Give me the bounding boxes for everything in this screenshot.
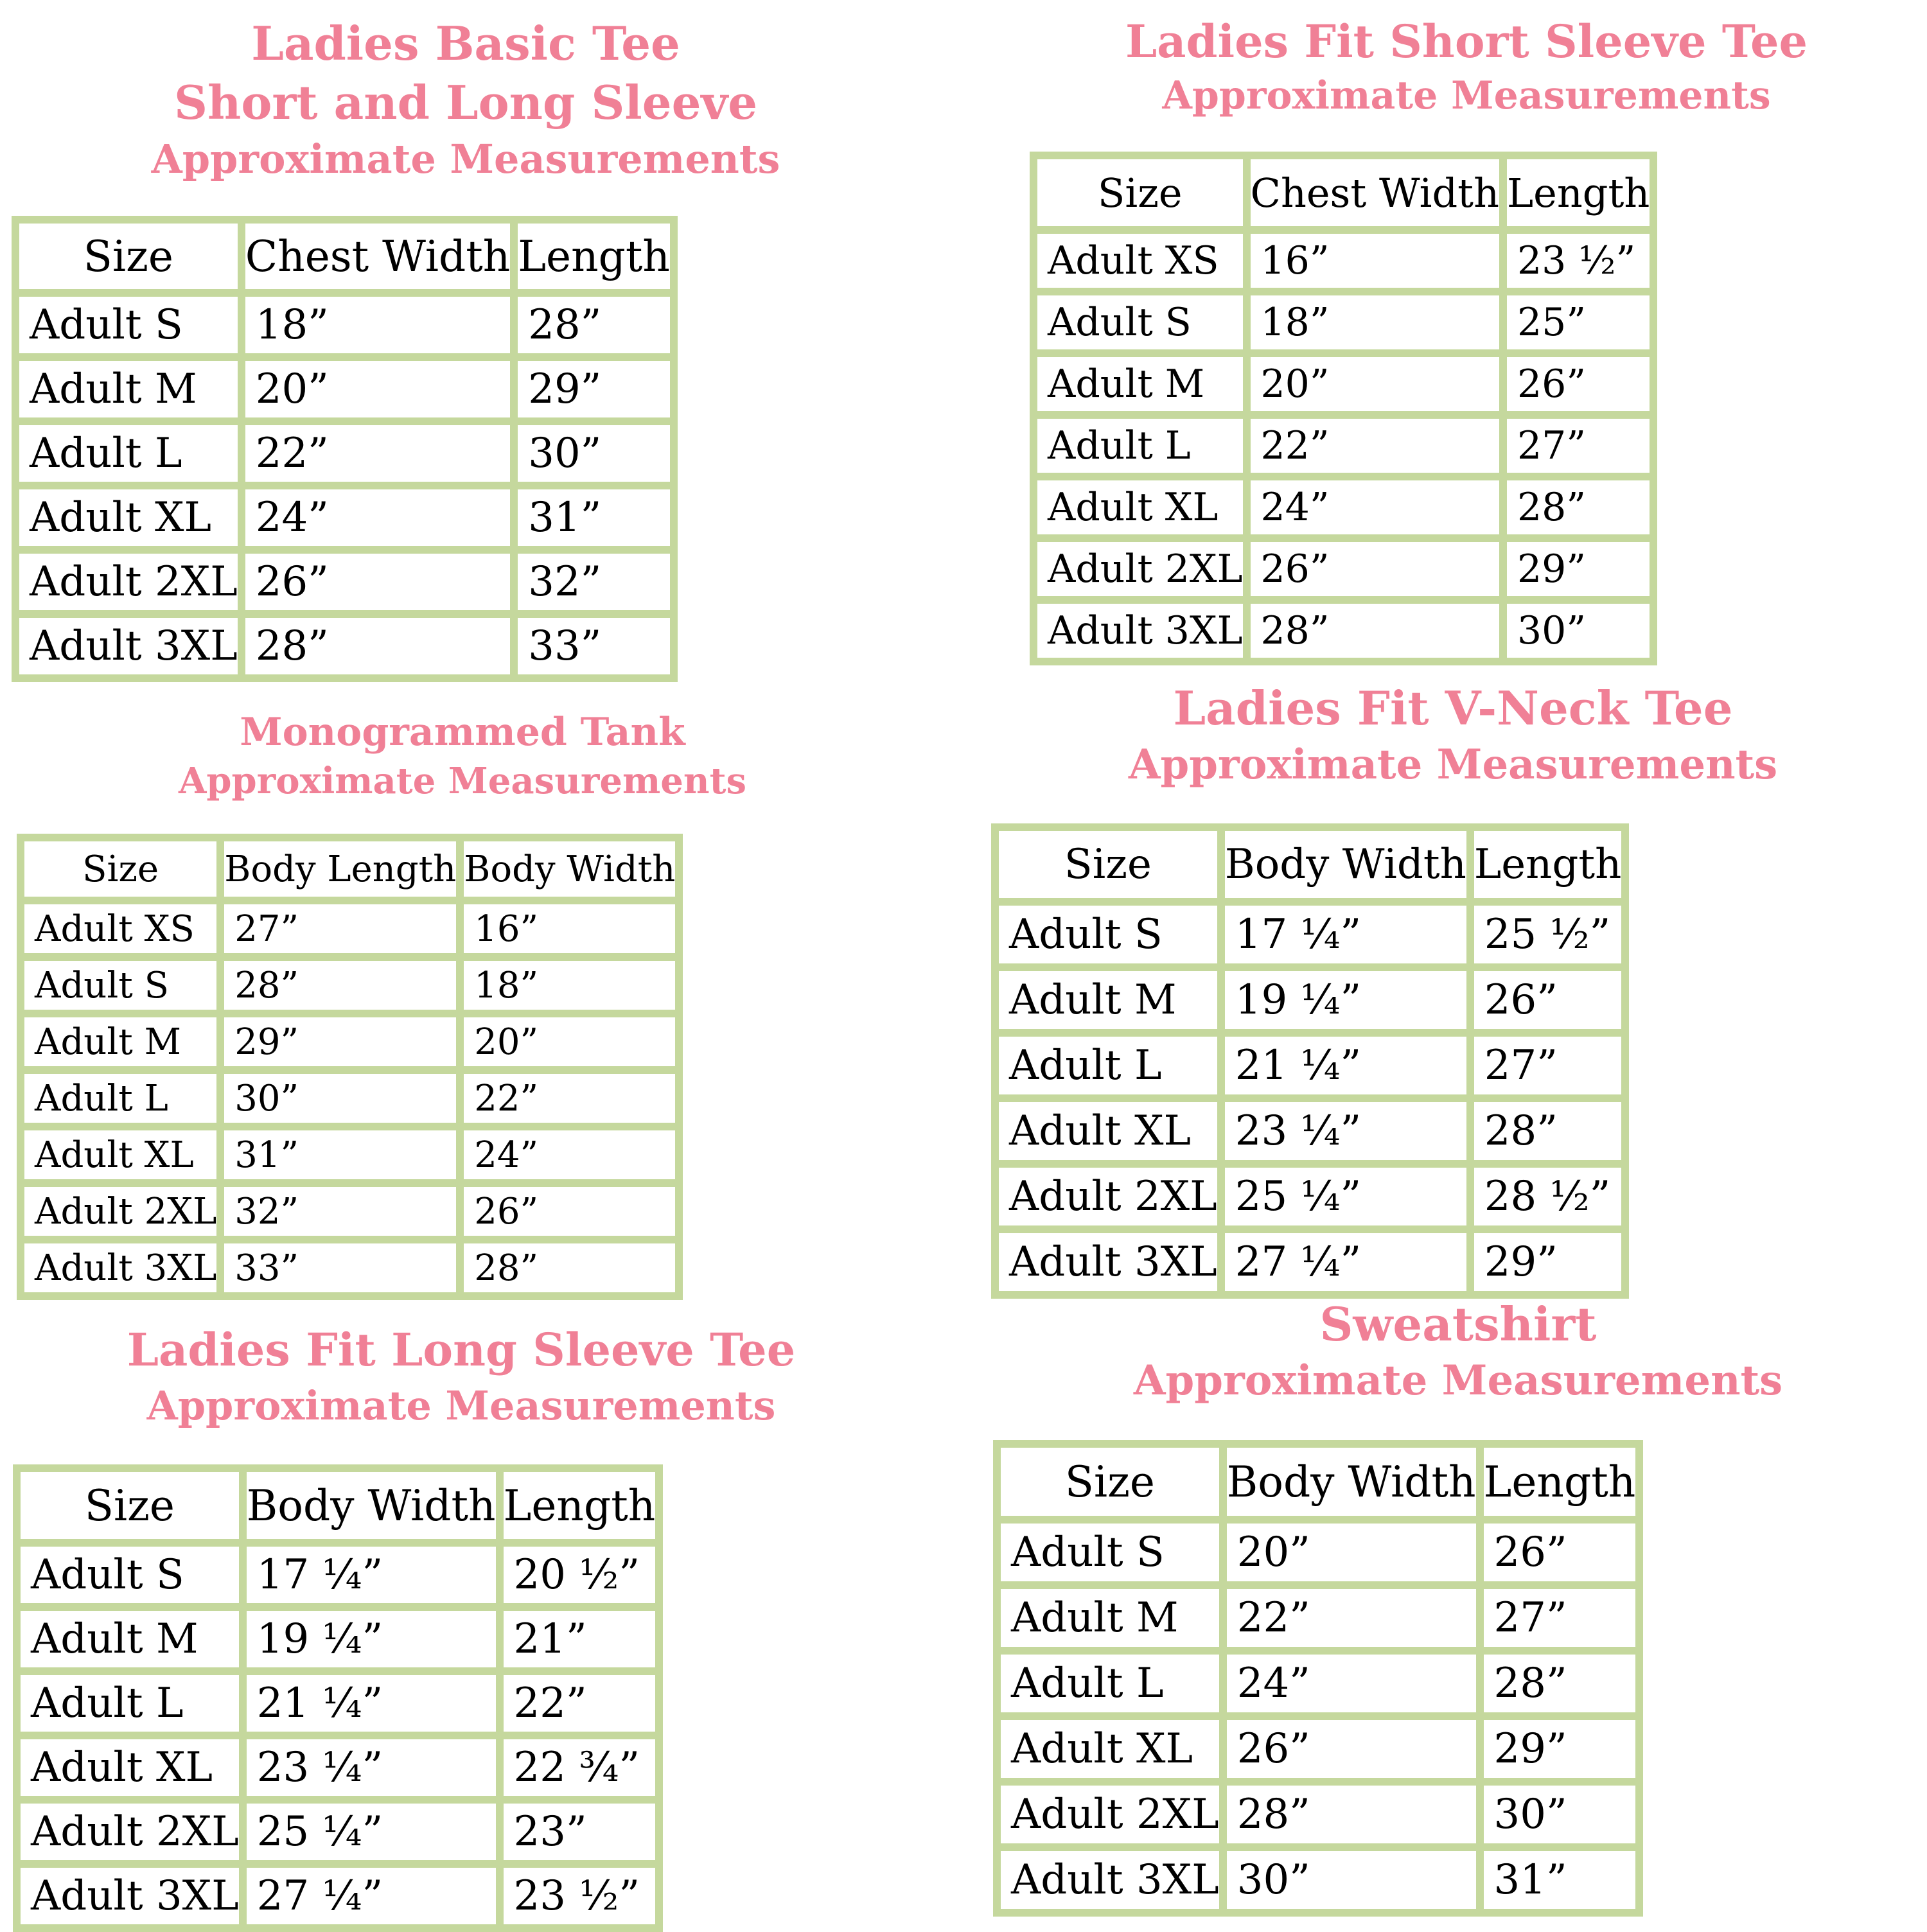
cell-size: Adult 2XL [21,1804,239,1860]
cell-col3: 18” [464,961,675,1010]
column-header-size: Size [24,841,216,897]
table-row [1037,357,1650,411]
cell-size: Adult L [19,425,238,482]
table-row [21,1868,655,1924]
cell-size: Adult 3XL [24,1243,216,1292]
cell-col3: 26” [1484,1524,1636,1581]
table-row [1037,295,1650,349]
cell-col2: 17 ¼” [1225,906,1466,963]
table-row [19,554,670,610]
cell-size: Adult 2XL [1037,542,1243,596]
cell-col3: 20” [464,1017,675,1066]
cell-col2: 25 ¼” [1225,1168,1466,1225]
cell-col3: 33” [518,618,670,674]
table-header-row [1001,1448,1635,1516]
cell-size: Adult XL [1037,480,1243,534]
cell-size: Adult 2XL [24,1187,216,1236]
cell-size: Adult S [21,1547,239,1603]
table-row [1037,234,1650,288]
cell-size: Adult L [24,1074,216,1123]
cell-col3: 27” [1484,1589,1636,1647]
subtitle-approximate-measurements: Approximate Measurements [146,1382,776,1429]
cell-col3: 25” [1507,295,1650,349]
table-row [24,1243,675,1292]
table-row [1001,1524,1635,1581]
table-header-row [24,841,675,897]
cell-col2: 18” [245,297,511,353]
subtitle-approximate-measurements: Approximate Measurements [1162,73,1771,118]
cell-col2: 28” [245,618,511,674]
table-row [1037,604,1650,658]
column-header-chest-width: Chest Width [245,224,511,289]
size-table [12,216,678,682]
cell-col2: 28” [1227,1786,1476,1843]
cell-col3: 30” [1484,1786,1636,1843]
cell-size: Adult XL [999,1102,1217,1160]
cell-col2: 29” [224,1017,456,1066]
table-row [999,1233,1621,1291]
cell-col3: 20 ½” [504,1547,656,1603]
table-header-row [21,1472,655,1539]
table-row [999,971,1621,1029]
table-row [24,1130,675,1179]
cell-col2: 21 ¼” [1225,1037,1466,1094]
cell-size: Adult S [1037,295,1243,349]
cell-col3: 28” [1484,1655,1636,1712]
size-table [13,1464,663,1932]
cell-col2: 28” [224,961,456,1010]
cell-size: Adult 3XL [1001,1851,1219,1909]
cell-col3: 23 ½” [1507,234,1650,288]
size-table [17,834,683,1300]
cell-col3: 26” [464,1187,675,1236]
column-header-size: Size [1037,159,1243,226]
table-row [999,906,1621,963]
table-row [19,489,670,546]
cell-col2: 33” [224,1243,456,1292]
table-row [1037,419,1650,473]
cell-col3: 23” [504,1804,656,1860]
table-row [1001,1589,1635,1647]
section-title: Sweatshirt [1319,1297,1597,1351]
table-row [21,1804,655,1860]
column-header-body-width: Body Width [1225,831,1466,898]
subtitle-approximate-measurements: Approximate Measurements [151,136,780,182]
cell-size: Adult M [999,971,1217,1029]
cell-col2: 22” [1251,419,1500,473]
cell-col2: 23 ¼” [247,1739,496,1796]
table-row [19,618,670,674]
cell-col3: 27” [1474,1037,1622,1094]
cell-col3: 26” [1474,971,1622,1029]
table-row [24,961,675,1010]
cell-size: Adult XL [24,1130,216,1179]
cell-col2: 24” [1227,1655,1476,1712]
table-row [999,1102,1621,1160]
table-row [1037,542,1650,596]
cell-col2: 20” [1227,1524,1476,1581]
cell-size: Adult L [999,1037,1217,1094]
cell-col2: 31” [224,1130,456,1179]
cell-col3: 28” [1507,480,1650,534]
column-header-chest-width: Chest Width [1251,159,1500,226]
table-row [19,425,670,482]
cell-col3: 27” [1507,419,1650,473]
cell-size: Adult 2XL [999,1168,1217,1225]
cell-size: Adult 3XL [1037,604,1243,658]
cell-size: Adult XL [21,1739,239,1796]
table-row [21,1547,655,1603]
cell-col3: 21” [504,1611,656,1667]
cell-col3: 30” [518,425,670,482]
cell-size: Adult S [19,297,238,353]
cell-col3: 28” [518,297,670,353]
section-heading [12,1322,911,1434]
column-header-length: Length [518,224,670,289]
cell-col3: 26” [1507,357,1650,411]
cell-col2: 18” [1251,295,1500,349]
cell-col3: 22 ¾” [504,1739,656,1796]
section-title: Monogrammed Tank [240,710,685,755]
cell-col3: 29” [518,361,670,417]
table-row [24,1187,675,1236]
size-table [993,1440,1643,1917]
cell-size: Adult S [24,961,216,1010]
cell-size: Adult XL [1001,1720,1219,1778]
table-row [21,1675,655,1732]
table-row [1001,1851,1635,1909]
cell-size: Adult 2XL [1001,1786,1219,1843]
cell-size: Adult L [21,1675,239,1732]
cell-size: Adult S [1001,1524,1219,1581]
table-row [999,1037,1621,1094]
table-row [1001,1720,1635,1778]
cell-col3: 29” [1507,542,1650,596]
cell-size: Adult M [24,1017,216,1066]
cell-col2: 27 ¼” [1225,1233,1466,1291]
table-row [21,1739,655,1796]
column-header-size: Size [999,831,1217,898]
cell-col3: 28” [464,1243,675,1292]
cell-col2: 26” [1251,542,1500,596]
cell-col2: 30” [224,1074,456,1123]
cell-col3: 32” [518,554,670,610]
section-heading [13,708,912,805]
table-row [1037,480,1650,534]
cell-col2: 21 ¼” [247,1675,496,1732]
cell-col3: 16” [464,904,675,953]
cell-col3: 29” [1484,1720,1636,1778]
section-title: Ladies Fit V-Neck Tee [1173,681,1733,735]
table-row [24,1017,675,1066]
column-header-body-width: Body Width [247,1472,496,1539]
cell-col3: 31” [1484,1851,1636,1909]
table-row [21,1611,655,1667]
cell-col2: 20” [245,361,511,417]
cell-col2: 30” [1227,1851,1476,1909]
table-row [1001,1786,1635,1843]
table-row [19,361,670,417]
subtitle-approximate-measurements: Approximate Measurements [178,760,747,802]
cell-size: Adult M [19,361,238,417]
cell-size: Adult 2XL [19,554,238,610]
cell-col3: 31” [518,489,670,546]
cell-size: Adult M [1001,1589,1219,1647]
cell-col2: 24” [1251,480,1500,534]
column-header-length: Length [1484,1448,1636,1516]
cell-size: Adult 3XL [21,1868,239,1924]
cell-col2: 27” [224,904,456,953]
cell-col2: 26” [1227,1720,1476,1778]
cell-size: Adult XS [1037,234,1243,288]
cell-col2: 19 ¼” [1225,971,1466,1029]
cell-col3: 25 ½” [1474,906,1622,963]
cell-size: Adult M [1037,357,1243,411]
table-row [19,297,670,353]
cell-col2: 26” [245,554,511,610]
cell-size: Adult XL [19,489,238,546]
cell-size: Adult 3XL [19,618,238,674]
cell-col3: 22” [504,1675,656,1732]
section-heading [1017,14,1916,122]
column-header-length: Length [504,1472,656,1539]
cell-col2: 27 ¼” [247,1868,496,1924]
cell-col3: 28” [1474,1102,1622,1160]
cell-col3: 30” [1507,604,1650,658]
column-header-body-width: Body Width [1227,1448,1476,1516]
cell-col2: 24” [245,489,511,546]
cell-col3: 24” [464,1130,675,1179]
table-row [24,904,675,953]
cell-size: Adult L [1001,1655,1219,1712]
size-table [1030,152,1657,665]
size-table [991,823,1629,1299]
cell-col3: 29” [1474,1233,1622,1291]
cell-col2: 25 ¼” [247,1804,496,1860]
section-title: Ladies Basic Tee [251,16,680,71]
cell-size: Adult XS [24,904,216,953]
table-header-row [1037,159,1650,226]
column-header-length: Length [1507,159,1650,226]
table-row [999,1168,1621,1225]
cell-col3: 23 ½” [504,1868,656,1924]
column-header-body-width: Body Width [464,841,675,897]
cell-col2: 20” [1251,357,1500,411]
cell-size: Adult L [1037,419,1243,473]
table-row [1001,1655,1635,1712]
cell-col2: 28” [1251,604,1500,658]
column-header-size: Size [21,1472,239,1539]
cell-col2: 19 ¼” [247,1611,496,1667]
cell-col2: 16” [1251,234,1500,288]
section-heading [1003,680,1903,793]
subtitle-approximate-measurements: Approximate Measurements [1133,1357,1783,1405]
table-header-row [999,831,1621,898]
table-row [24,1074,675,1123]
cell-col2: 22” [245,425,511,482]
section-heading [16,14,915,186]
cell-size: Adult 3XL [999,1233,1217,1291]
cell-col2: 22” [1227,1589,1476,1647]
cell-size: Adult M [21,1611,239,1667]
cell-col3: 22” [464,1074,675,1123]
section-title: Ladies Fit Short Sleeve Tee [1125,15,1808,68]
cell-col2: 23 ¼” [1225,1102,1466,1160]
section-title: Ladies Fit Long Sleeve Tee [127,1323,796,1376]
column-header-body-length: Body Length [224,841,456,897]
column-header-size: Size [19,224,238,289]
column-header-length: Length [1474,831,1622,898]
subtitle-approximate-measurements: Approximate Measurements [1128,741,1778,789]
column-header-size: Size [1001,1448,1219,1516]
cell-col2: 32” [224,1187,456,1236]
cell-size: Adult S [999,906,1217,963]
section-title: Short and Long Sleeve [173,75,758,130]
section-heading [1008,1295,1908,1409]
table-header-row [19,224,670,289]
cell-col3: 28 ½” [1474,1168,1622,1225]
cell-col2: 17 ¼” [247,1547,496,1603]
